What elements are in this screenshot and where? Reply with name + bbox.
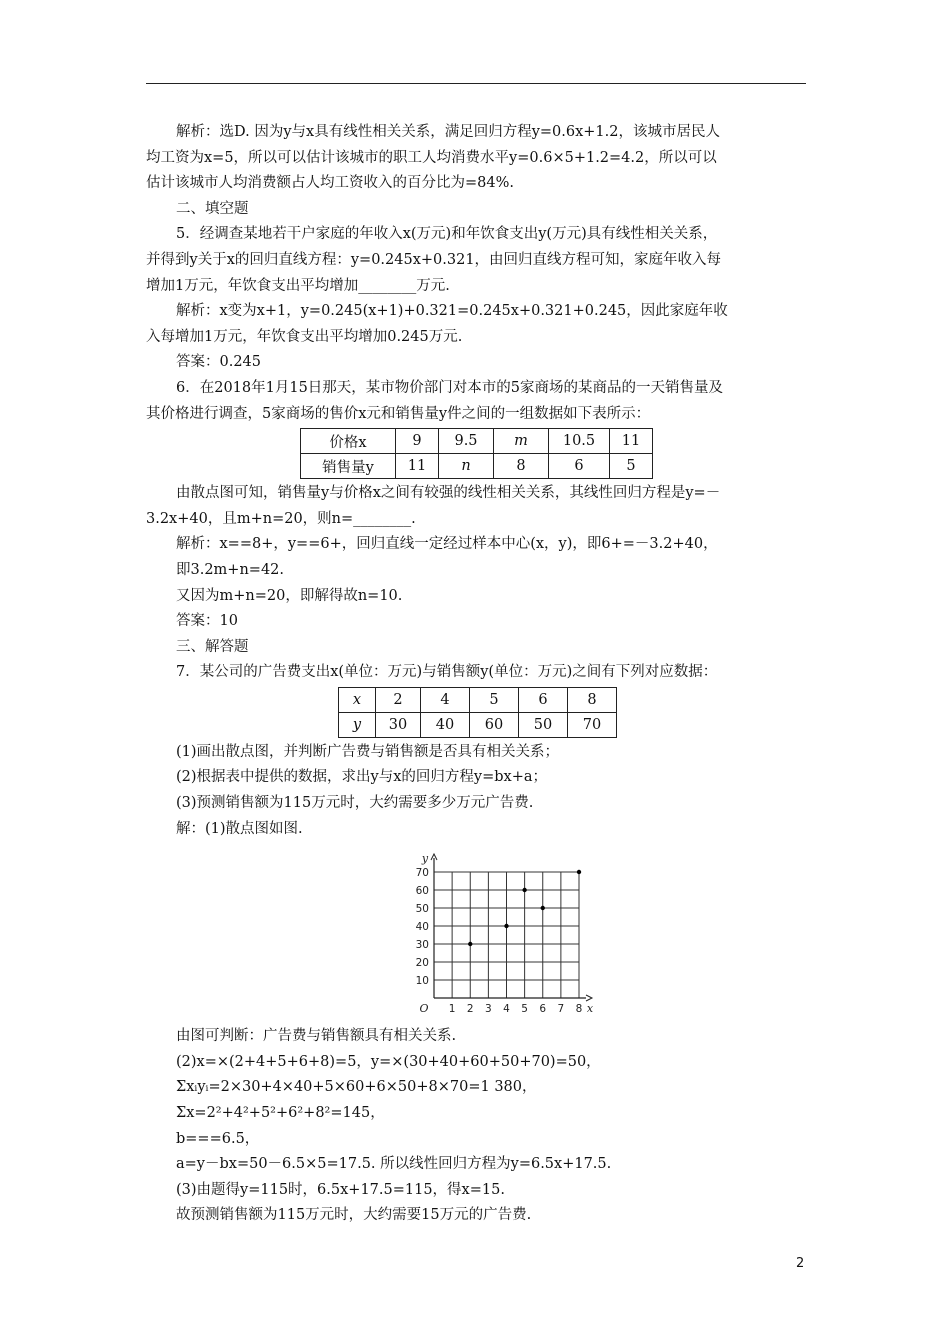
x-axis-arrow [586,995,592,1001]
data-point [468,942,472,946]
text-line: 故预测销售额为115万元时，大约需要15万元的广告费. [176,1207,532,1224]
x-tick-label: 8 [575,1003,583,1016]
answer-line: 答案：0.245 [176,354,262,371]
text-line: 并得到y关于x的回归直线方程：y=0.245x+0.321，由回归直线方程可知，家庭年收入每 [146,251,722,268]
scatter-svg [396,848,596,1024]
data-point [541,906,545,910]
text-line: 3.2x+40，且m+n=20，则n=________. [146,510,416,527]
text-line: 由散点图可知，销售量y与价格x之间有较强的线性相关关系，其线性回归方程是y=－ [176,485,721,502]
table-cell: 9.5 [439,429,494,454]
question-7: 7．某公司的广告费支出x(单位：万元)与销售额y(单位：万元)之间有下列对应数据： [176,664,718,681]
text-line: 解析：x==8+，y==6+，回归直线一定经过样本中心(x，y)，即6+=－3.2+40， [176,536,718,553]
table-row [339,687,617,712]
question-5: 5．经调查某地若干户家庭的年收入x(万元)和年饮食支出y(万元)具有线性相关关系， [176,226,718,243]
x-tick-label: 7 [557,1003,565,1016]
text-line: (2)根据表中提供的数据，求出y与x的回归方程y=bx+a； [176,769,548,786]
text-line: (1)画出散点图，并判断广告费与销售额是否具有相关关系； [176,743,560,760]
x-axis-label: x [586,1002,594,1016]
ad-sales-table [338,687,617,738]
table-cell: 30 [376,712,421,737]
text-line: 均工资为x=5，所以可以估计该城市的职工人均消费水平y=0.6×5+1.2=4.2，所以可以 [146,149,717,166]
table-cell: 销售量y [301,454,396,479]
table-cell: 5 [470,687,519,712]
section-heading: 三、解答题 [176,638,249,655]
text-line: Σxᵢyᵢ=2×30+4×40+5×60+6×50+8×70=1 380， [176,1079,537,1096]
table-cell: 9 [396,429,439,454]
data-point [522,888,526,892]
table-cell: 60 [470,712,519,737]
y-tick-label: 30 [415,939,429,952]
table-cell: 2 [376,687,421,712]
text-line: 入每增加1万元，年饮食支出平均增加0.245万元. [146,328,463,345]
table-row [339,712,617,737]
text-line: (3)由题得y=115时，6.5x+17.5=115，得x=15. [176,1181,505,1198]
table-row [301,454,653,479]
table-cell: 50 [519,712,568,737]
text-line: 其价格进行调查，5家商场的售价x元和销售量y件之间的一组数据如下表所示： [146,405,651,422]
text-line: b===6.5， [176,1130,260,1147]
origin-label: O [419,1002,429,1016]
table-cell: 6 [519,687,568,712]
table-row [301,429,653,454]
text-line: 又因为m+n=20，即解得故n=10. [176,587,403,604]
price-sales-table [300,428,653,479]
text-line: 解：(1)散点图如图. [176,820,303,837]
x-tick-label: 2 [466,1003,474,1016]
y-tick-label: 40 [415,921,429,934]
text-line: 即3.2m+n=42. [176,561,285,578]
data-point [577,870,581,874]
text-line: (3)预测销售额为115万元时，大约需要多少万元广告费. [176,795,534,812]
text-line: Σx=2²+4²+5²+6²+8²=145， [176,1105,385,1122]
text-line: 估计该城市人均消费额占人均工资收入的百分比为=84%. [146,175,514,192]
text-line: a=y－bx=50－6.5×5=17.5. 所以线性回归方程为y=6.5x+17.5. [176,1156,612,1173]
y-tick-label: 20 [415,957,429,970]
y-axis-label: y [421,852,429,866]
text-line: 由图可判断：广告费与销售额具有相关关系. [176,1028,457,1045]
table-cell: 5 [610,454,653,479]
text-line: 解析：x变为x+1，y=0.245(x+1)+0.321=0.245x+0.321+0.245，因此家庭年收 [176,303,728,320]
table-cell: 11 [610,429,653,454]
y-tick-label: 60 [415,885,429,898]
text-line: (2)x=×(2+4+5+6+8)=5，y=×(30+40+60+50+70)=50， [176,1053,601,1070]
x-tick-label: 1 [448,1003,456,1016]
question-6: 6．在2018年1月15日那天，某市物价部门对本市的5家商场的某商品的一天销售量及 [176,379,724,396]
table-cell: x [339,687,376,712]
x-tick-label: 5 [521,1003,528,1016]
x-tick-label: 4 [503,1003,510,1016]
table-cell: 8 [568,687,617,712]
y-tick-label: 10 [415,975,429,988]
header-rule [146,83,806,84]
table-cell: m [494,429,549,454]
table-cell: 40 [421,712,470,737]
table-cell: 8 [494,454,549,479]
table-cell: 价格x [301,429,396,454]
table-cell: n [439,454,494,479]
x-tick-label: 3 [485,1003,492,1016]
table-cell: 4 [421,687,470,712]
y-tick-label: 70 [415,867,429,880]
data-point [504,924,508,928]
page-content [146,120,808,1229]
text-line: 解析：选D. 因为y与x具有线性相关关系，满足回归方程y=0.6x+1.2，该城市居民人 [176,124,720,140]
scatter-plot [396,848,596,1024]
page-number: 2 [796,1256,805,1271]
section-heading: 二、填空题 [176,200,249,217]
table-cell: 70 [568,712,617,737]
table-cell: 6 [549,454,610,479]
text-line: 增加1万元，年饮食支出平均增加________万元. [146,277,450,294]
table-cell: y [339,712,376,737]
table-cell: 11 [396,454,439,479]
x-tick-label: 6 [539,1003,547,1016]
answer-line: 答案：10 [176,613,238,630]
y-tick-label: 50 [415,903,429,916]
table-cell: 10.5 [549,429,610,454]
